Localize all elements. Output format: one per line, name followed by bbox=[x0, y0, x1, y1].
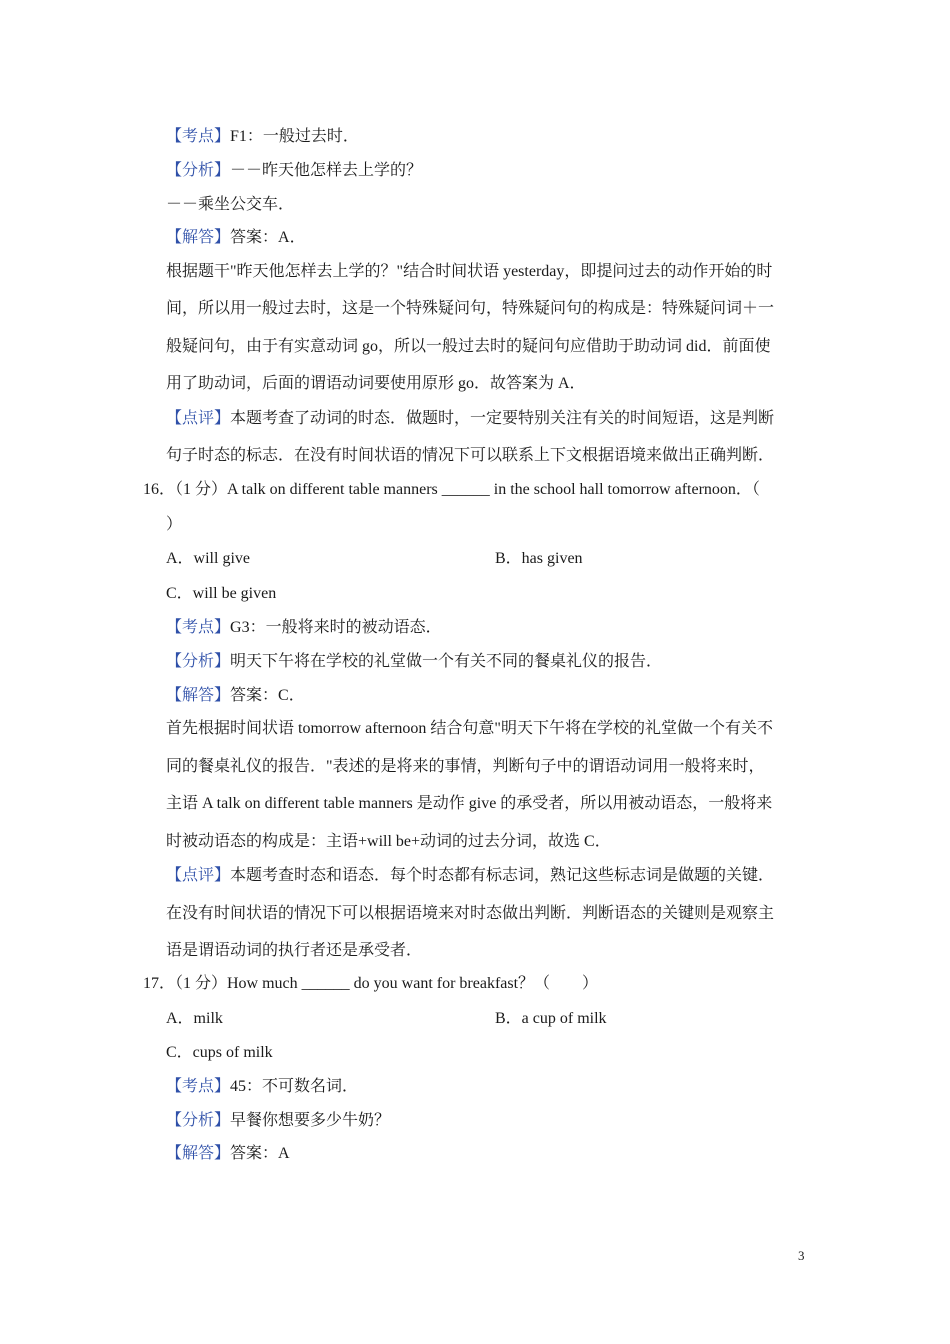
line-text: 语是谓语动词的执行者还是承受者． bbox=[166, 942, 423, 959]
section-line bbox=[166, 1111, 390, 1133]
line-text: 答案：A． bbox=[230, 229, 306, 246]
section-line bbox=[166, 1144, 290, 1166]
line-text: 本题考查时态和语态．每个时态都有标志词，熟记这些标志词是做题的关键． bbox=[230, 867, 775, 884]
line-text: 同的餐桌礼仪的报告．"表述的是将来的事情，判断句子中的谓语动词用一般将来时， bbox=[166, 758, 765, 775]
line-text: 间，所以用一般过去时，这是一个特殊疑问句，特殊疑问句的构成是：特殊疑问词＋一 bbox=[166, 300, 775, 317]
section-line bbox=[166, 161, 422, 183]
section-tag: 【点评】 bbox=[166, 867, 231, 884]
section-tag: 【分析】 bbox=[166, 162, 231, 179]
section-tag: 【点评】 bbox=[166, 410, 231, 427]
text-line bbox=[166, 832, 611, 854]
section-tag: 【考点】 bbox=[166, 1078, 231, 1095]
text-line bbox=[166, 195, 294, 217]
line-text: 在没有时间状语的情况下可以根据语境来对时态做出判断．判断语态的关键则是观察主 bbox=[166, 905, 775, 922]
text-line bbox=[495, 1009, 607, 1031]
text-line bbox=[166, 337, 770, 359]
text-line bbox=[166, 719, 773, 741]
line-text: C．will be given bbox=[166, 585, 277, 602]
section-line bbox=[166, 228, 306, 250]
section-line bbox=[166, 409, 774, 431]
section-tag: 【解答】 bbox=[166, 229, 231, 246]
section-line bbox=[166, 866, 774, 888]
text-line bbox=[166, 299, 774, 321]
page-number: 3 bbox=[798, 1248, 805, 1263]
line-text: B．has given bbox=[495, 550, 583, 567]
text-line bbox=[166, 515, 182, 537]
line-text: 答案：C． bbox=[230, 687, 305, 704]
line-text: 般疑问句，由于有实意动词 go，所以一般过去时的疑问句应借助于助动词 did．前面使 bbox=[166, 338, 771, 355]
text-line bbox=[166, 1009, 223, 1031]
section-line bbox=[166, 1077, 358, 1099]
section-line bbox=[166, 652, 662, 674]
text-line bbox=[166, 262, 772, 284]
text-line bbox=[143, 974, 598, 996]
section-tag: 【考点】 bbox=[166, 619, 231, 636]
text-line bbox=[495, 549, 583, 571]
line-text: 根据题干"昨天他怎样去上学的？"结合时间状语 yesterday，即提问过去的动作开始的时 bbox=[166, 263, 773, 280]
text-line bbox=[166, 374, 586, 396]
line-text: －－乘坐公交车． bbox=[166, 196, 295, 213]
text-line bbox=[166, 794, 772, 816]
line-text: A．will give bbox=[166, 550, 250, 567]
text-line bbox=[166, 941, 422, 963]
line-text: 答案：A bbox=[230, 1145, 290, 1162]
section-line bbox=[166, 618, 442, 640]
line-text: 本题考查了动词的时态．做题时，一定要特别关注有关的时间短语，这是判断 bbox=[230, 410, 775, 427]
line-text: F1：一般过去时． bbox=[230, 128, 359, 145]
section-tag: 【解答】 bbox=[166, 1145, 231, 1162]
line-text: 早餐你想要多少牛奶？ bbox=[230, 1112, 391, 1129]
line-text: A．milk bbox=[166, 1010, 223, 1027]
section-line bbox=[166, 686, 305, 708]
section-tag: 【解答】 bbox=[166, 687, 231, 704]
line-text: 时被动语态的构成是：主语+will be+动词的过去分词，故选 C． bbox=[166, 833, 611, 850]
line-text: 16．（1 分）A talk on different table manners ______ in the school hall tomorrow afternoon．（ bbox=[143, 481, 760, 498]
line-text: 45：不可数名词． bbox=[230, 1078, 359, 1095]
line-text: ） bbox=[166, 516, 183, 533]
section-tag: 【考点】 bbox=[166, 128, 231, 145]
section-line bbox=[166, 127, 359, 149]
text-line bbox=[166, 1043, 273, 1065]
section-tag: 【分析】 bbox=[166, 1112, 231, 1129]
text-line bbox=[166, 584, 276, 606]
line-text: C．cups of milk bbox=[166, 1044, 273, 1061]
line-text: G3：一般将来时的被动语态． bbox=[230, 619, 442, 636]
line-text: B．a cup of milk bbox=[495, 1010, 607, 1027]
text-line bbox=[143, 480, 760, 502]
line-text: －－昨天他怎样去上学的？ bbox=[230, 162, 423, 179]
line-text: 17．（1 分）How much ______ do you want for breakfast？（ ） bbox=[143, 975, 599, 992]
text-line bbox=[166, 446, 774, 468]
line-text: 用了助动词，后面的谓语动词要使用原形 go．故答案为 A． bbox=[166, 375, 586, 392]
text-line bbox=[166, 904, 774, 926]
line-text: 句子时态的标志．在没有时间状语的情况下可以联系上下文根据语境来做出正确判断． bbox=[166, 447, 775, 464]
text-line bbox=[166, 549, 250, 571]
text-line bbox=[166, 757, 765, 779]
line-text: 主语 A talk on different table manners 是动作 give 的承受者，所以用被动语态，一般将来 bbox=[166, 795, 773, 812]
line-text: 明天下午将在学校的礼堂做一个有关不同的餐桌礼仪的报告． bbox=[230, 653, 663, 670]
line-text: 首先根据时间状语 tomorrow afternoon 结合句意"明天下午将在学校的礼堂做一个有关不 bbox=[166, 720, 773, 737]
section-tag: 【分析】 bbox=[166, 653, 231, 670]
